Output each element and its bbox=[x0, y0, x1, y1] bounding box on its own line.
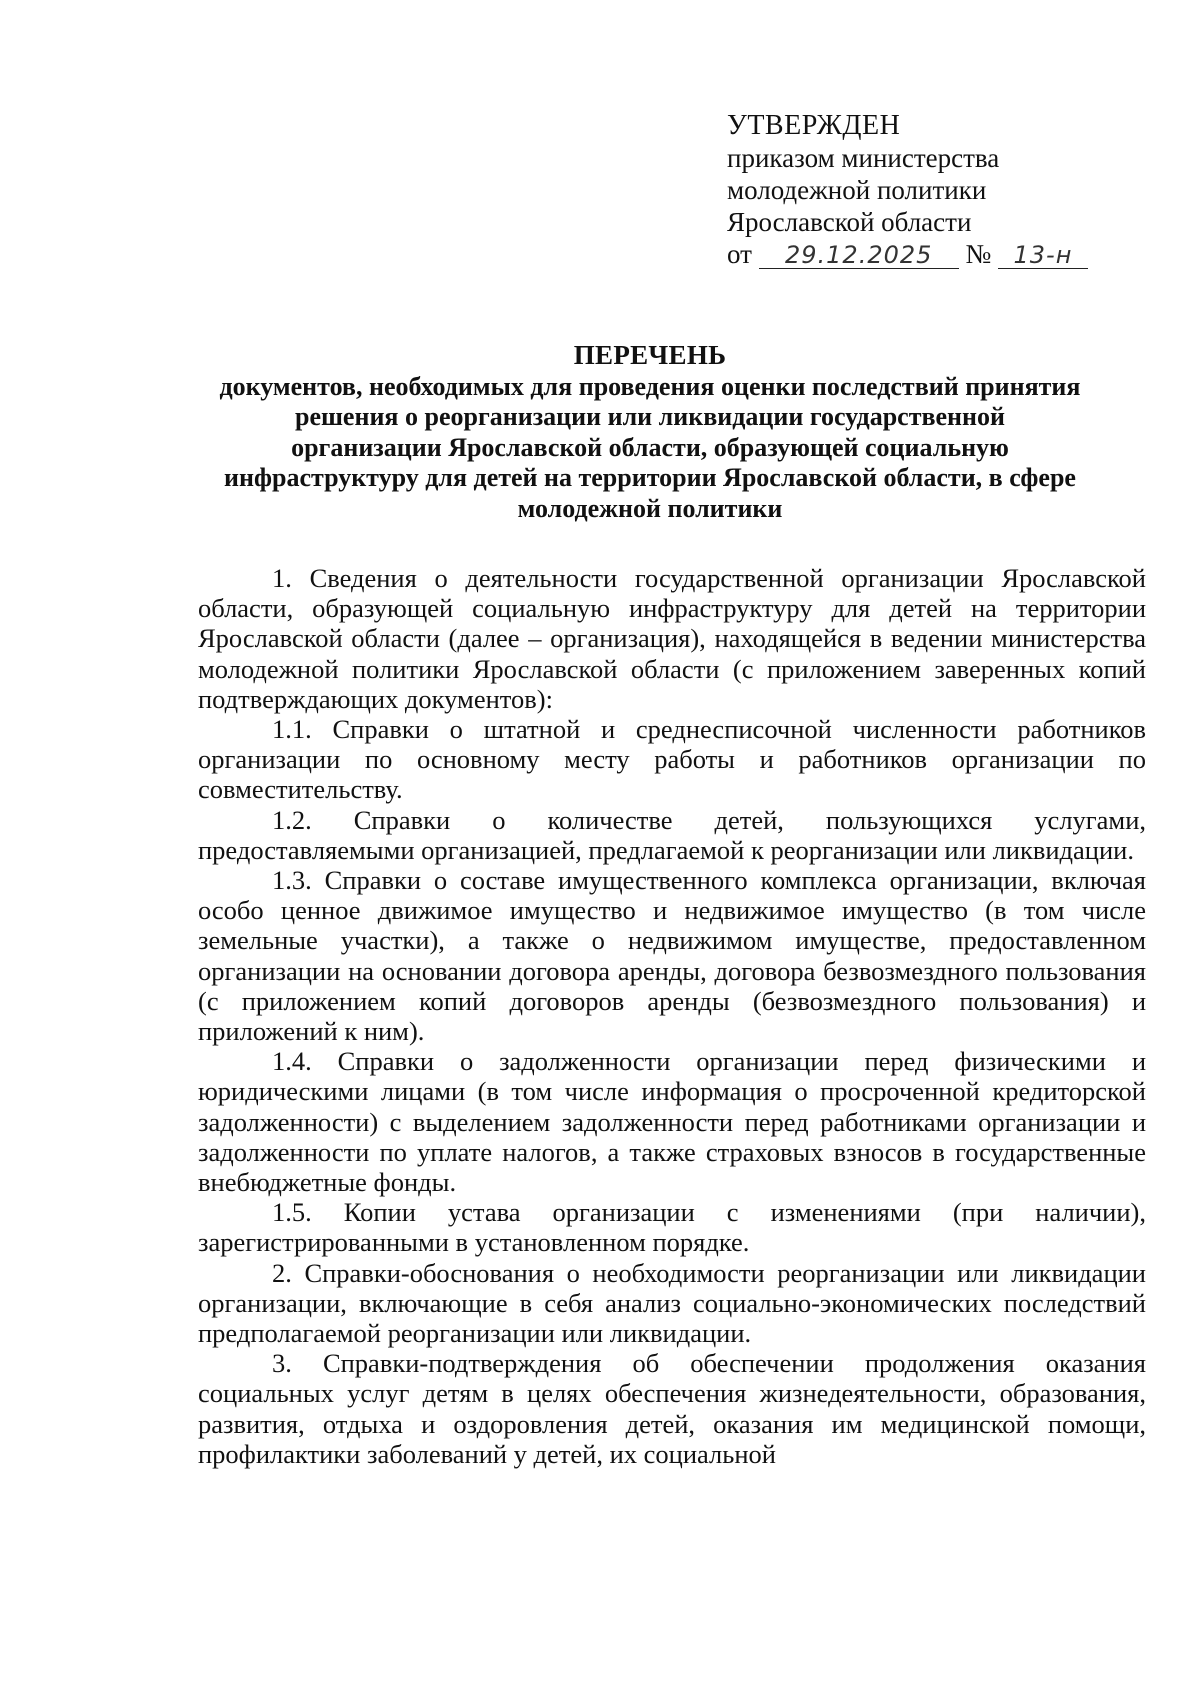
approval-line-ministry: молодежной политики bbox=[727, 175, 987, 205]
approval-stamp-title: УТВЕРЖДЕН bbox=[727, 110, 901, 141]
paragraph-1-3: 1.3. Справки о составе имущественного комплекса организации, включая особо ценное движимое имущество и недвижимое имущество (в том числе земельные участки), а также о недвижимом имуществе, предоставленном организации на основании договора аренды, договора безвозмездного пользования (с приложением копий договоров аренды (безвозмездного пользования) и приложений к ним). bbox=[198, 865, 1146, 1047]
title-line: документов, необходимых для проведения оценки последствий принятия bbox=[219, 371, 1081, 401]
approval-stamp-block bbox=[727, 110, 1088, 270]
title-line: инфраструктуру для детей на территории Ярославской области, в сфере bbox=[224, 463, 1076, 492]
paragraph-2: 2. Справки-обоснования о необходимости реорганизации или ликвидации организации, включающие в себя анализ социально-экономических последствий предполагаемой реорганизации или ликвидации. bbox=[198, 1257, 1146, 1349]
title-line: организации Ярославской области, образующей социальную bbox=[291, 432, 1009, 462]
paragraph-1-5: 1.5. Копии устава организации с изменениями (при наличии), зарегистрированными в установленном порядке. bbox=[198, 1197, 1146, 1258]
paragraph-1-4: 1.4. Справки о задолженности организации перед физическими и юридическими лицами (в том числе информация о просроченной кредиторской задолженности) с выделением задолженности перед работниками организации и задолженности по уплате налогов, а также страховых взносов в государственные внебюджетные фонды. bbox=[198, 1046, 1146, 1198]
approval-line-order: приказом министерства bbox=[727, 143, 1000, 173]
approval-date-number-line bbox=[727, 238, 1088, 270]
paragraph-1: 1. Сведения о деятельности государственной организации Ярославской области, образующей социальную инфраструктуру для детей на территории Ярославской области (далее – организация), находящейся в ведении министерства молодежной политики Ярославской области (с приложением заверенных копий подтверждающих документов): bbox=[198, 563, 1146, 714]
title-line: решения о реорганизации или ликвидации государственной bbox=[294, 402, 1005, 431]
paragraph-3: 3. Справки-подтверждения об обеспечении продолжения оказания социальных услуг детям в целях обеспечения жизнедеятельности, образования, развития, отдыха и оздоровления детей, оказания им медицинской помощи, профилактики заболеваний у детей, их социальной bbox=[198, 1348, 1146, 1469]
document-title bbox=[180, 340, 1120, 524]
handwritten-order-number: 13-н bbox=[998, 242, 1088, 269]
paragraph-1-2: 1.2. Справки о количестве детей, пользующихся услугами, предоставляемыми организацией, предлагаемой к реорганизации или ликвидации. bbox=[198, 804, 1146, 865]
date-prefix: от bbox=[727, 239, 752, 269]
handwritten-date: 29.12.2025 bbox=[759, 242, 959, 269]
title-line: молодежной политики bbox=[517, 493, 783, 523]
document-heading: ПЕРЕЧЕНЬ bbox=[573, 340, 727, 370]
document-body bbox=[198, 563, 1146, 1469]
approval-line-region: Ярославской области bbox=[727, 207, 972, 237]
paragraph-1-1: 1.1. Справки о штатной и среднесписочной численности работников организации по основному месту работы и работников организации по совместительству. bbox=[198, 714, 1146, 805]
number-sign: № bbox=[965, 239, 992, 269]
